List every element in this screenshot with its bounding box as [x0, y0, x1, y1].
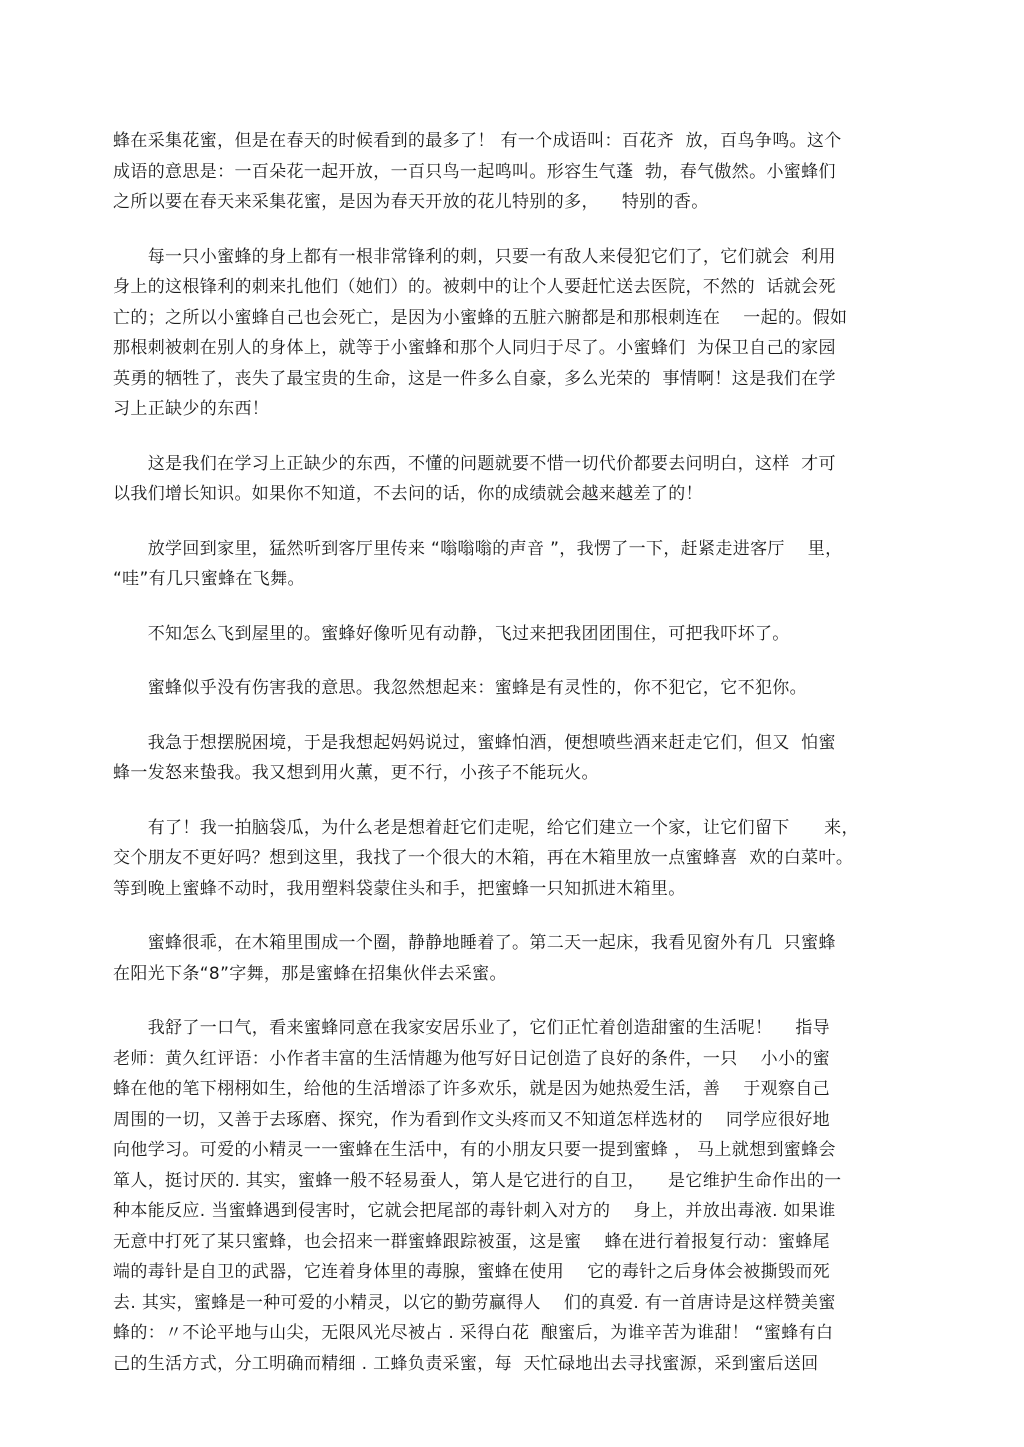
text-line: 我舒了一口气，看来蜜蜂同意在我家安居乐业了，它们正忙着创造甜蜜的生活呢！ 指导 — [113, 1018, 831, 1038]
text-line: 以我们增长知识。如果你不知道，不去问的话，你的成绩就会越来越差了的！ — [113, 484, 703, 504]
text-line: 放学回到家里，猛然听到客厅里传来 “嗡嗡嗡的声音 ”，我愣了一下，赶紧走进客厅 里， — [113, 538, 843, 559]
text-line: 周围的一切，又善于去琢磨、探究，作为看到作文头疼而又不知道怎样选材的 同学应很好地 — [113, 1109, 831, 1130]
text-line: 端的毒针是自卫的武器，它连着身体里的毒腺，蜜蜂在使用 它的毒针之后身体会被撕毁而死 — [113, 1262, 831, 1282]
text-line: 之所以要在春天来采集花蜜，是因为春天开放的花儿特别的多， 特别的香。 — [113, 192, 709, 212]
text-line: 蜂一发怒来蛰我。我又想到用火薰，更不行，小孩子不能玩火。 — [113, 763, 599, 783]
text-line: 向他学习。可爱的小精灵一一蜜蜂在生活中，有的小朋友只要一提到蜜蜂 ， 马上就想到蜜蜂会 — [113, 1140, 836, 1160]
paragraph-surrounded — [113, 619, 913, 650]
text-line: 身上的这根锋利的刺来扎他们（她们）的。被刺中的让个人要赶忙送去医院，不然的 话就会死 — [113, 277, 836, 297]
text-line: “哇”有几只蜜蜂在飞舞。 — [113, 569, 305, 589]
text-line: 习上正缺少的东西！ — [113, 399, 270, 419]
text-line: 等到晚上蜜蜂不动时，我用塑料袋蒙住头和手，把蜜蜂一只知抓进木箱里。 — [113, 878, 686, 899]
text-line: 蜜蜂很乖，在木箱里围成一个圈，静静地睡着了。第二天一起床，我看见窗外有几 只蜜蜂 — [113, 933, 836, 953]
text-line: 不知怎么飞到屋里的。蜜蜂好像听见有动静，飞过来把我团团围住，可把我吓坏了。 — [113, 623, 790, 644]
text-line: 蜂在采集花蜜，但是在春天的时候看到的最多了！ 有一个成语叫：百花齐 放，百鸟争鸣。这个 — [113, 131, 842, 151]
text-line: 去. 其实，蜜蜂是一种可爱的小精灵，以它的勤劳赢得人 们的真爱. 有一首唐诗是这样赞美蜜 — [113, 1292, 836, 1313]
text-line: 无意中打死了某只蜜蜂，也会招来一群蜜蜂跟踪被蛋，这是蜜 蜂在进行着报复行动：蜜蜂尾 — [113, 1231, 831, 1252]
text-line: 亡的；之所以小蜜蜂自己也会死亡，是因为小蜜蜂的五脏六腑都是和那根刺连在 一起的。假如 — [113, 307, 848, 328]
document-body — [113, 126, 913, 1379]
text-line: 种本能反应. 当蜜蜂遇到侵害时，它就会把尾部的毒针刺入对方的 身上，并放出毒液. 如果谁 — [113, 1201, 836, 1221]
text-line: 这是我们在学习上正缺少的东西，不懂的问题就要不惜一切代价都要去问明白，这样 才可 — [113, 453, 836, 474]
text-line: 每一只小蜜蜂的身上都有一根非常锋利的刺，只要一有敌人来侵犯它们了，它们就会 利用 — [113, 246, 836, 267]
paragraph-bee-dance — [113, 928, 913, 989]
text-line: 箪人，挺讨厌的. 其实，蜜蜂一般不轻易蚕人，第人是它进行的自卫， 是它维护生命作出的一 — [113, 1170, 842, 1191]
text-line: 英勇的牺牲了，丧失了最宝贵的生命，这是一件多么自豪，多么光荣的 事情啊！这是我们在学 — [113, 368, 836, 389]
text-line: 交个朋友不更好吗？想到这里，我找了一个很大的木箱，再在木箱里放一点蜜蜂喜 欢的白菜叶。 — [113, 848, 854, 868]
text-line: 蜂的：〃不论平地与山尖，无限风光尽被占 . 采得白花 酿蜜后，为谁辛苦为谁甜！ “蜜蜂有白 — [113, 1323, 834, 1343]
paragraph-build-home — [113, 813, 913, 905]
text-line: 那根刺被刺在别人的身体上，就等于小蜜蜂和那个人同归于尽了。小蜜蜂们 为保卫自己的家园 — [113, 338, 836, 358]
paragraph-escape-idea — [113, 728, 913, 789]
text-line: 在阳光下条“8”字舞，那是蜜蜂在招集伙伴去采蜜。 — [113, 963, 507, 984]
text-line: 蜂在他的笔下栩栩如生，给他的生活增添了许多欢乐，就是因为她热爱生活，善 于观察自己 — [113, 1079, 831, 1099]
paragraph-teacher-comment — [113, 1013, 913, 1379]
paragraph-home-arrival — [113, 534, 913, 595]
text-line: 己的生活方式，分工明确而精细 . 工蜂负责采蜜，每 天忙碌地出去寻找蜜源，采到蜜后送回 — [113, 1353, 819, 1374]
text-line: 老师：黄久红评语：小作者丰富的生活情趣为他写好日记创造了良好的条件，一只 小小的蜜 — [113, 1048, 831, 1069]
paragraph-bee-season — [113, 126, 913, 218]
text-line: 蜜蜂似乎没有伤害我的意思。我忽然想起来：蜜蜂是有灵性的，你不犯它，它不犯你。 — [113, 678, 807, 698]
text-line: 我急于想摆脱困境，于是我想起妈妈说过，蜜蜂怕酒，便想喷些酒来赶走它们，但又 怕蜜 — [113, 732, 836, 753]
text-line: 成语的意思是：一百朵花一起开放，一百只鸟一起鸣叫。形容生气蓬 勃，春气傲然。小蜜蜂们 — [113, 161, 836, 182]
paragraph-bee-sting — [113, 242, 913, 425]
text-line: 有了！我一拍脑袋瓜，为什么老是想着赶它们走呢，给它们建立一个家，让它们留下 来， — [113, 817, 859, 838]
paragraph-no-harm — [113, 673, 913, 704]
paragraph-learning — [113, 449, 913, 510]
